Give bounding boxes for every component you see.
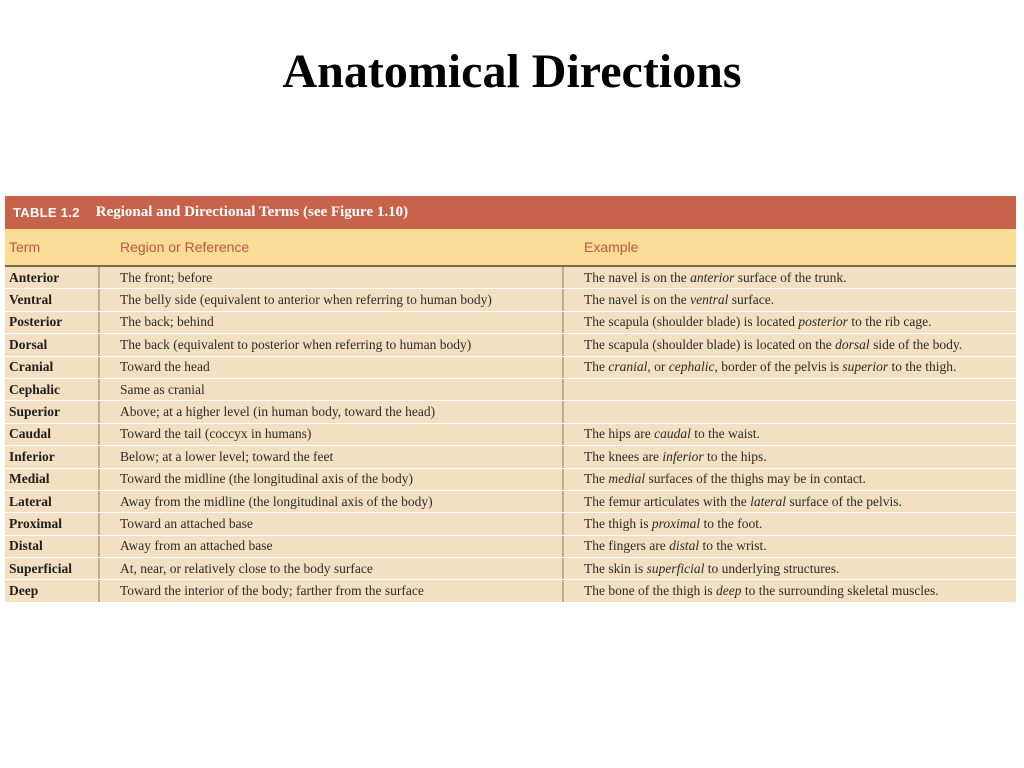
example-cell (564, 424, 1016, 445)
region-cell: Toward the interior of the body; farther from the surface (100, 580, 564, 601)
example-cell (564, 536, 1016, 557)
table-row (5, 580, 1016, 602)
example-cell (564, 267, 1016, 288)
example-text: , or (647, 359, 669, 375)
example-cell (564, 289, 1016, 310)
example-text: surface. (728, 292, 775, 308)
region-cell: Toward the tail (coccyx in humans) (100, 424, 564, 445)
table-row (5, 379, 1016, 401)
table-row (5, 334, 1016, 356)
example-cell (564, 469, 1016, 490)
table-row (5, 491, 1016, 513)
example-term-italic: deep (715, 583, 742, 599)
header-term: Term (9, 239, 41, 255)
region-cell: At, near, or relatively close to the body surface (100, 558, 564, 579)
example-term-italic: superior (842, 359, 889, 375)
example-term-italic: posterior (798, 314, 848, 330)
region-cell: Away from an attached base (100, 536, 564, 557)
column-header-row (5, 229, 1016, 267)
term-cell: Proximal (5, 513, 100, 534)
example-text: The fingers are (584, 538, 670, 554)
example-term-italic: medial (608, 471, 646, 487)
example-text: surface of the trunk. (734, 269, 847, 285)
example-term-italic: ventral (690, 292, 729, 308)
example-text: to the wrist. (699, 538, 767, 554)
example-term-italic: inferior (662, 448, 704, 464)
term-cell: Dorsal (5, 334, 100, 355)
example-text: to the rib cage. (847, 314, 932, 330)
table-row (5, 289, 1016, 311)
table-row (5, 312, 1016, 334)
header-example: Example (584, 239, 639, 255)
slide-title: Anatomical Directions (282, 45, 742, 98)
region-cell: Toward an attached base (100, 513, 564, 534)
table-body (5, 267, 1016, 603)
table-row (5, 558, 1016, 580)
example-text: The thigh is (584, 515, 652, 531)
header-region: Region or Reference (120, 239, 250, 255)
example-term-italic: cranial (608, 359, 648, 375)
example-cell (564, 580, 1016, 601)
example-text: The hips are (584, 426, 655, 442)
term-cell: Anterior (5, 267, 100, 288)
example-text: surface of the pelvis. (786, 493, 902, 509)
example-term-italic: caudal (654, 426, 691, 442)
region-cell: The back (equivalent to posterior when referring to human body) (100, 334, 564, 355)
example-term-italic: cephalic (668, 359, 715, 375)
region-cell: The front; before (100, 267, 564, 288)
example-cell (564, 357, 1016, 378)
example-text: The (584, 471, 609, 487)
term-cell: Cranial (5, 357, 100, 378)
example-cell (564, 401, 1016, 422)
table-row (5, 513, 1016, 535)
example-cell (564, 379, 1016, 400)
example-term-italic: anterior (690, 269, 735, 285)
example-text: The navel is on the (584, 292, 691, 308)
table-row (5, 536, 1016, 558)
example-text: , border of the pelvis is (714, 359, 843, 375)
example-cell (564, 334, 1016, 355)
term-cell: Superficial (5, 558, 100, 579)
table-row (5, 446, 1016, 468)
table-row (5, 469, 1016, 491)
table-banner (5, 196, 1016, 229)
table-row (5, 424, 1016, 446)
term-cell: Ventral (5, 289, 100, 310)
example-term-italic: proximal (651, 515, 701, 531)
region-cell: Toward the midline (the longitudinal axis of the body) (100, 469, 564, 490)
term-cell: Lateral (5, 491, 100, 512)
example-cell (564, 446, 1016, 467)
example-cell (564, 312, 1016, 333)
table-row (5, 267, 1016, 289)
example-text: The scapula (shoulder blade) is located on the (584, 336, 836, 352)
example-term-italic: superficial (646, 560, 705, 576)
region-cell: The back; behind (100, 312, 564, 333)
term-cell: Inferior (5, 446, 100, 467)
region-cell: Toward the head (100, 357, 564, 378)
term-cell: Caudal (5, 424, 100, 445)
example-text: to underlying structures. (704, 560, 840, 576)
directional-terms-table (5, 196, 1016, 603)
example-term-italic: dorsal (835, 336, 870, 352)
example-text: The skin is (584, 560, 647, 576)
region-cell: Same as cranial (100, 379, 564, 400)
example-term-italic: lateral (750, 493, 787, 509)
example-cell (564, 513, 1016, 534)
example-text: side of the body. (869, 336, 963, 352)
region-cell: Above; at a higher level (in human body, toward the head) (100, 401, 564, 422)
term-cell: Distal (5, 536, 100, 557)
table-row (5, 401, 1016, 423)
example-text: surfaces of the thighs may be in contact. (645, 471, 866, 487)
region-cell: Below; at a lower level; toward the feet (100, 446, 564, 467)
term-cell: Posterior (5, 312, 100, 333)
example-text: to the thigh. (888, 359, 957, 375)
example-text: The scapula (shoulder blade) is located (584, 314, 799, 330)
example-text: to the foot. (700, 515, 763, 531)
example-text: The (584, 359, 609, 375)
region-cell: The belly side (equivalent to anterior when referring to human body) (100, 289, 564, 310)
example-text: to the surrounding skeletal muscles. (741, 583, 939, 599)
example-text: The femur articulates with the (584, 493, 751, 509)
example-text: The bone of the thigh is (584, 583, 716, 599)
region-cell: Away from the midline (the longitudinal axis of the body) (100, 491, 564, 512)
example-text: The knees are (584, 448, 663, 464)
table-row (5, 357, 1016, 379)
example-text: The navel is on the (584, 269, 691, 285)
example-term-italic: distal (669, 538, 700, 554)
term-cell: Deep (5, 580, 100, 601)
example-text: to the waist. (690, 426, 760, 442)
example-cell (564, 558, 1016, 579)
term-cell: Cephalic (5, 379, 100, 400)
example-cell (564, 491, 1016, 512)
table-caption: Regional and Directional Terms (see Figure 1.10) (95, 204, 409, 220)
table-label: TABLE 1.2 (13, 205, 80, 220)
example-text: to the hips. (703, 448, 767, 464)
term-cell: Medial (5, 469, 100, 490)
term-cell: Superior (5, 401, 100, 422)
